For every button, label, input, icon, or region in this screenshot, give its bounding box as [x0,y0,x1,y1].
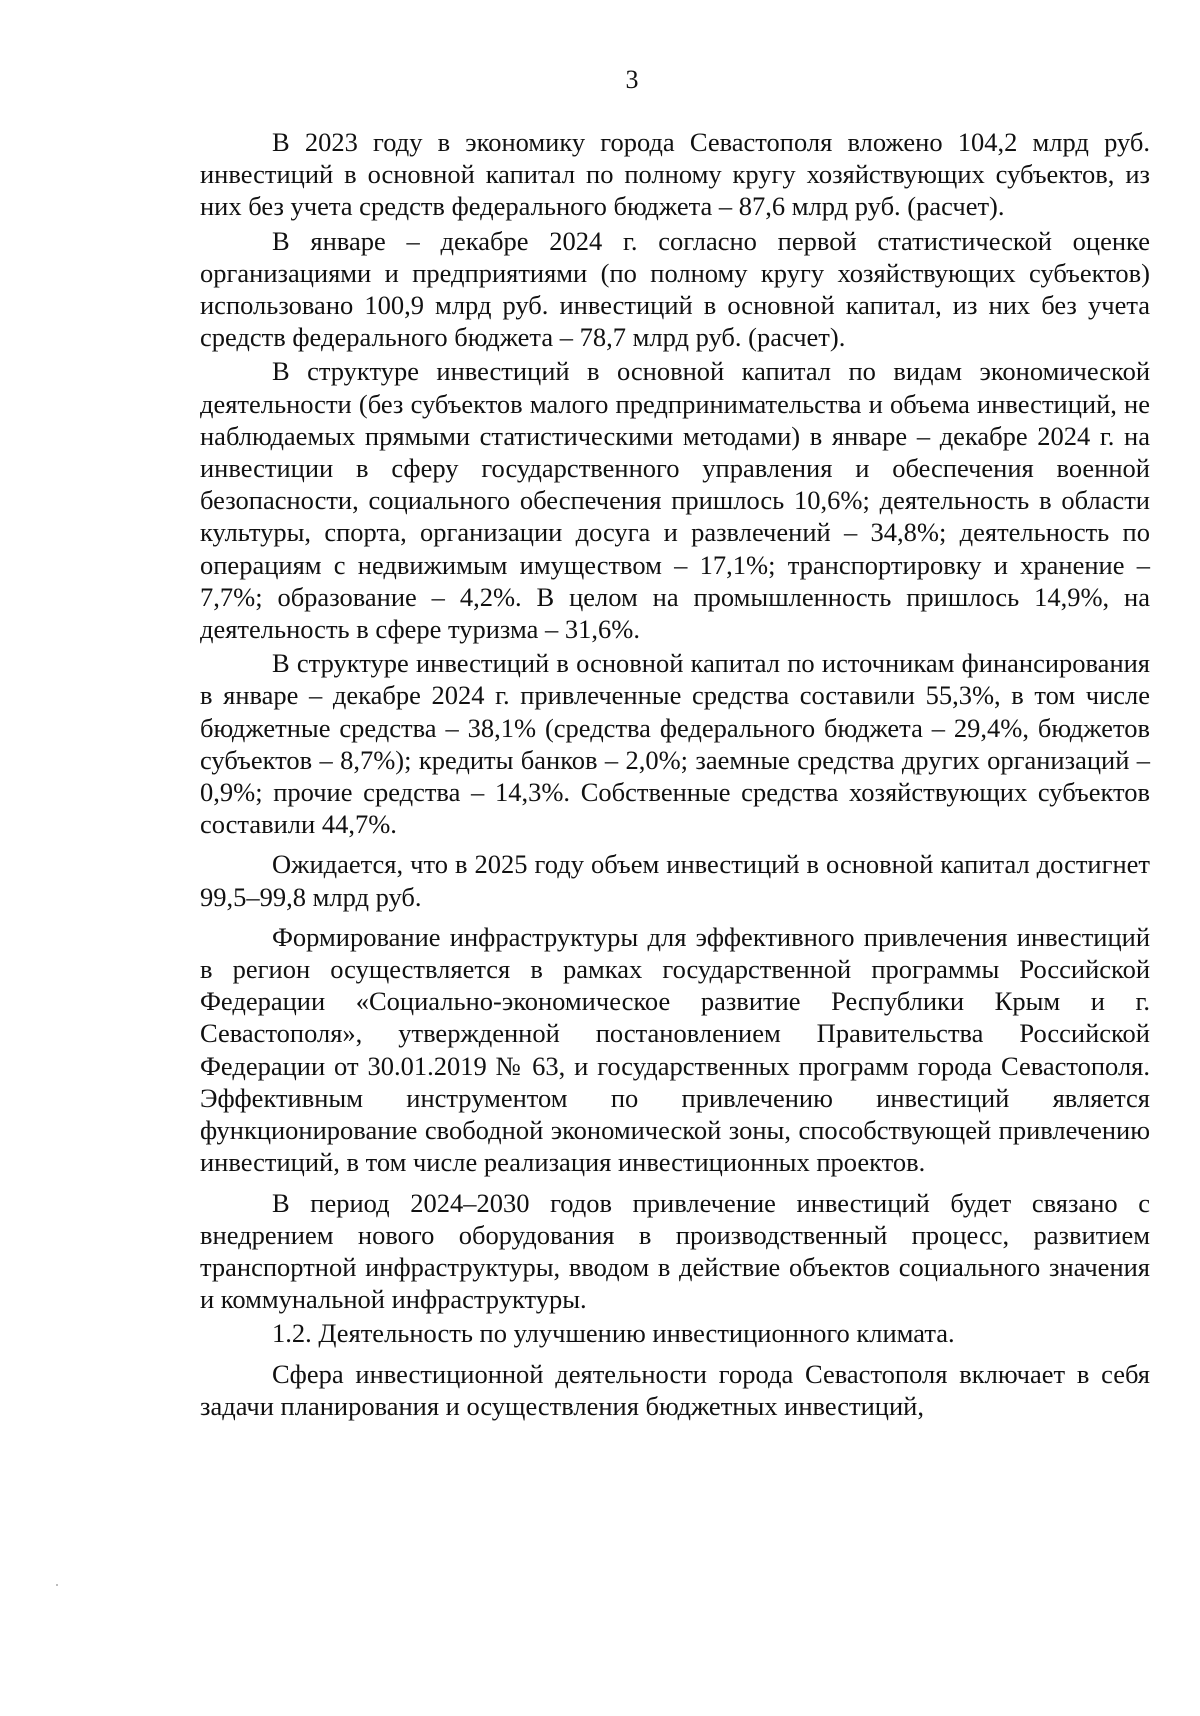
paragraph-period-2024-2030: В период 2024–2030 годов привлечение инвестиций будет связано с внедрением нового оборудования в производственный процесс, развитием транспортной инфраструктуры, вводом в действие объектов социального значения и коммунальной инфраструктуры. [200,1187,1150,1315]
paragraph-forecast-2025: Ожидается, что в 2025 году объем инвестиций в основной капитал достигнет 99,5–99,8 млрд руб. [200,849,1150,912]
paragraph-infrastructure: Формирование инфраструктуры для эффективного привлечения инвестиций в регион осуществляется в рамках государственной программы Российской Федерации «Социально-экономическое развитие Республики Крым и г. Севастополя», утвержденной постановлением Правительства Российской Федерации от 30.01.2019 № 63, и государственных программ города Севастополя. Эффективным инструментом по привлечению инвестиций является функционирование свободной экономической зоны, способствующей привлечению инвестиций, в том числе реализация инвестиционных проектов. [200,921,1150,1178]
document-body [200,126,1150,1422]
paragraph-investments-2024: В январе – декабре 2024 г. согласно первой статистической оценке организациями и предприятиями (по полному кругу хозяйствующих субъектов) использовано 100,9 млрд руб. инвестиций в основной капитал, из них без учета средств федерального бюджета – 78,7 млрд руб. (расчет). [200,225,1150,353]
page-number: 3 [625,65,639,94]
scan-artifact [56,1584,58,1586]
paragraph-investments-2023: В 2023 году в экономику города Севастополя вложено 104,2 млрд руб. инвестиций в основной капитал по полному кругу хозяйствующих субъектов, из них без учета средств федерального бюджета – 87,6 млрд руб. (расчет). [200,127,1150,222]
paragraph-structure-by-activity: В структуре инвестиций в основной капитал по видам экономической деятельности (без субъектов малого предпринимательства и объема инвестиций, не наблюдаемых прямыми статистическими методами) в январе – декабре 2024 г. на инвестиции в сферу государственного управления и обеспечения военной безопасности, социального обеспечения пришлось 10,6%; деятельность в области культуры, спорта, организации досуга и развлечений – 34,8%; деятельность по операциям с недвижимым имуществом – 17,1%; транспортировку и хранение – 7,7%; образование – 4,2%. В целом на промышленность пришлось 14,9%, на деятельность в сфере туризма – 31,6%. [200,356,1150,645]
section-heading-1-2: 1.2. Деятельность по улучшению инвестиционного климата. [272,1318,955,1349]
paragraph-structure-by-source: В структуре инвестиций в основной капитал по источникам финансирования в январе – декабре 2024 г. привлеченные средства составили 55,3%, в том числе бюджетные средства – 38,1% (средства федерального бюджета – 29,4%, бюджетов субъектов – 8,7%); кредиты банков – 2,0%; заемные средства других организаций – 0,9%; прочие средства – 14,3%. Собственные средства хозяйствующих субъектов составили 44,7%. [200,648,1150,840]
paragraph-investment-sphere: Сфера инвестиционной деятельности города Севастополя включает в себя задачи планирования и осуществления бюджетных инвестиций, [200,1358,1150,1421]
